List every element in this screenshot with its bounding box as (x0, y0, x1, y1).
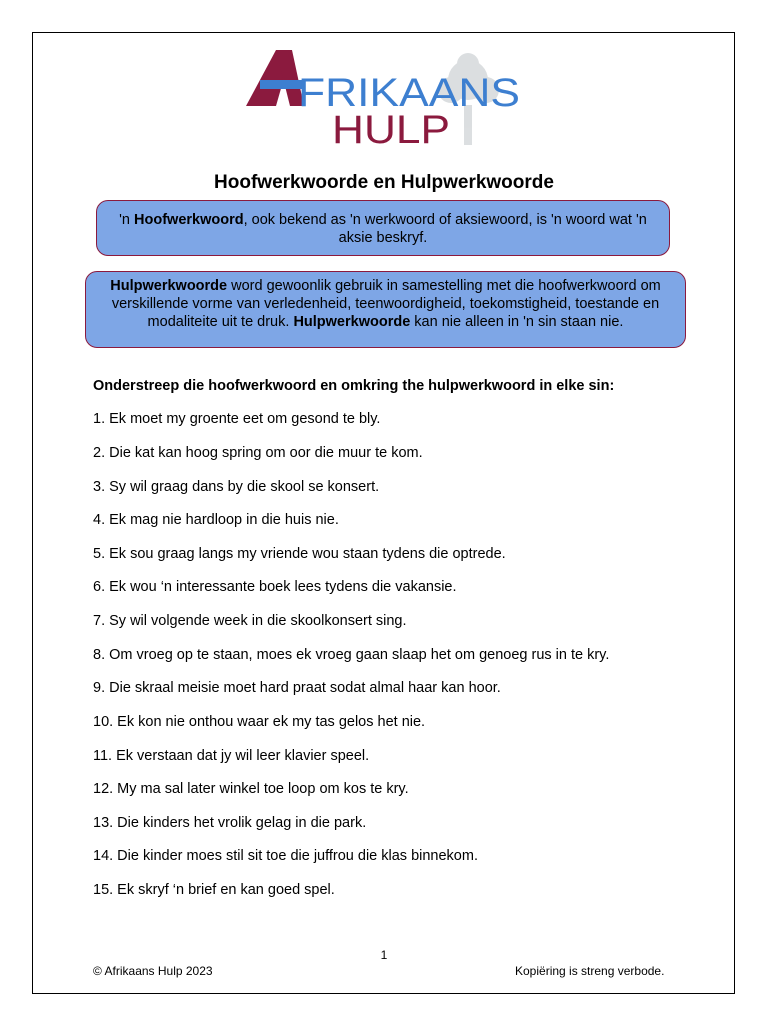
box2-text-2: kan nie alleen in 'n sin staan nie. (410, 314, 624, 330)
box2-bold-term-2: Hulpwerkwoorde (293, 314, 411, 330)
definition-box-hoofwerkwoord (96, 200, 670, 256)
box2-bold-term-1: Hulpwerkwoorde (110, 278, 228, 294)
sentence-item: 4. Ek mag nie hardloop in die huis nie. (93, 512, 339, 528)
sentence-item: 13. Die kinders het vrolik gelag in die park. (93, 815, 367, 831)
sentence-item: 3. Sy wil graag dans by die skool se konsert. (93, 479, 380, 495)
footer-copyright: © Afrikaans Hulp 2023 (93, 964, 213, 978)
box1-text: , ook bekend as 'n werkwoord of aksiewoord, is 'n woord wat 'n aksie beskryf. (243, 212, 647, 246)
logo-word-hulp: HULP (332, 108, 450, 150)
sentence-item: 7. Sy wil volgende week in die skoolkonsert sing. (93, 613, 407, 629)
afrikaans-hulp-logo (246, 50, 526, 150)
box1-pre: 'n (119, 212, 135, 228)
box2-text-1: word gewoonlik gebruik in samestelling met die hoofwerkwoord om verskillende vorme van verledenheid, teenwoordigheid, toekomstigheid, toestande en modaliteite uit te druk. (111, 278, 661, 330)
page-number: 1 (380, 948, 388, 962)
letter-a-icon (246, 50, 304, 106)
definition-box-hulpwerkwoorde (85, 271, 686, 348)
footer-notice: Kopiëring is streng verbode. (515, 964, 665, 978)
sentence-item: 10. Ek kon nie onthou waar ek my tas gelos het nie. (93, 714, 426, 730)
sentence-item: 1. Ek moet my groente eet om gesond te bly. (93, 411, 381, 427)
sentence-item: 2. Die kat kan hoog spring om oor die muur te kom. (93, 445, 423, 461)
box1-bold-term: Hoofwerkwoord (134, 212, 244, 228)
sentence-item: 9. Die skraal meisie moet hard praat sodat almal haar kan hoor. (93, 680, 501, 696)
sentence-item: 5. Ek sou graag langs my vriende wou staan tydens die optrede. (93, 546, 506, 562)
sentence-item: 12. My ma sal later winkel toe loop om kos te kry. (93, 781, 409, 797)
instruction-text: Onderstreep die hoofwerkwoord en omkring the hulpwerkwoord in elke sin: (93, 378, 615, 394)
sentence-item: 11. Ek verstaan dat jy wil leer klavier speel. (93, 748, 370, 764)
sentence-item: 15. Ek skryf ‘n brief en kan goed spel. (93, 882, 335, 898)
sentence-item: 8. Om vroeg op te staan, moes ek vroeg gaan slaap het om genoeg rus in te kry. (93, 647, 610, 663)
logo-word-afrikaans: FRIKAANS (298, 71, 520, 115)
sentence-item: 6. Ek wou ‘n interessante boek lees tydens die vakansie. (93, 579, 457, 595)
worksheet-title: Hoofwerkwoorde en Hulpwerkwoorde (214, 172, 554, 193)
sentence-item: 14. Die kinder moes stil sit toe die juffrou die klas binnekom. (93, 848, 478, 864)
